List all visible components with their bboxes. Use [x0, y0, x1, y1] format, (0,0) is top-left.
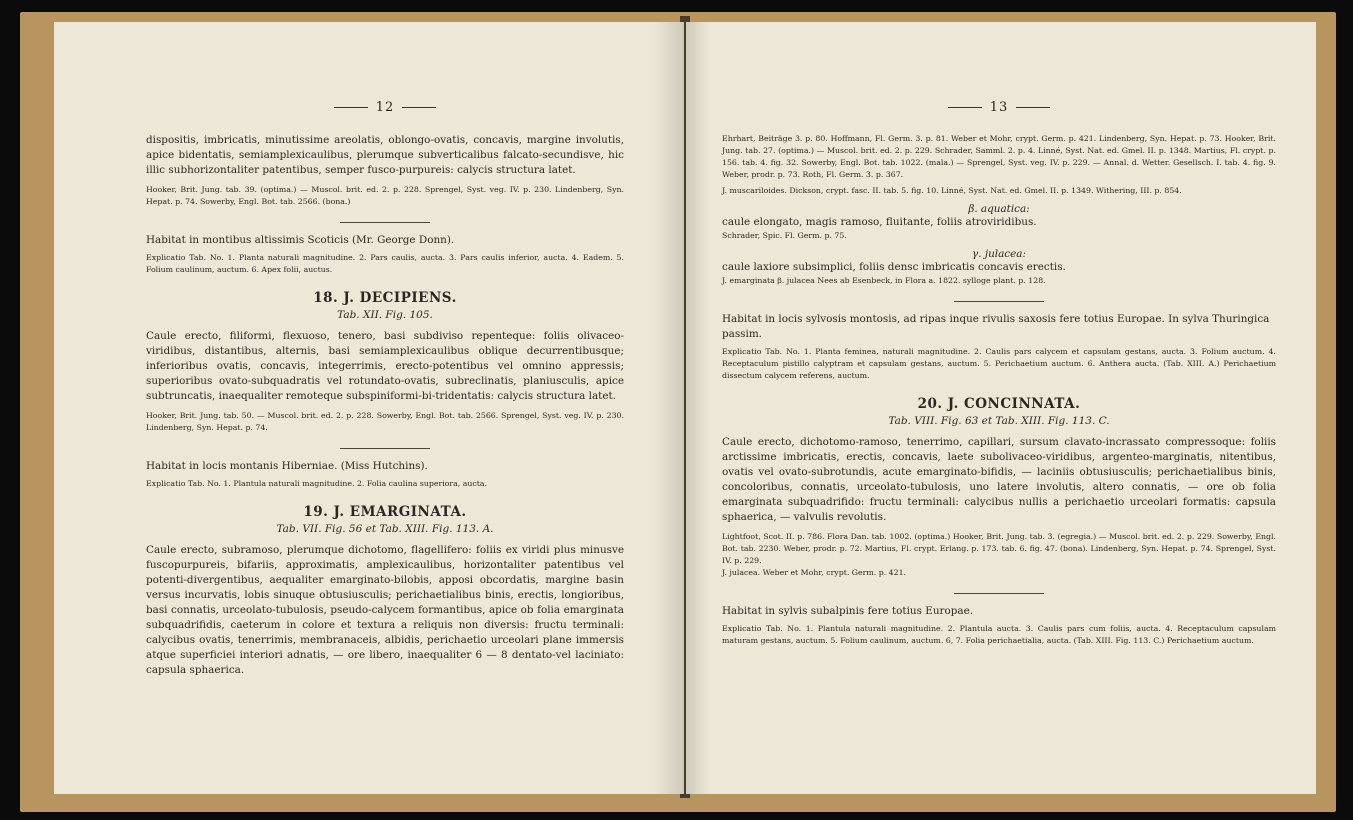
explicatio-text: Explicatio Tab. No. 1. Plantula naturali magnitudine. 2. Folia caulina superiora, aucta.: [146, 479, 488, 488]
separator-rule: [954, 593, 1044, 594]
species-plate-ref: Tab. XII. Fig. 105.: [337, 309, 433, 321]
explicatio-text: Explicatio Tab. No. 1. Planta naturali magnitudine. 2. Pars caulis, aucta. 3. Pars caulis inferior, aucta. 4. Eadem. 5. Folium caulinum, auctum. 6. Apex folii, auctus.: [146, 253, 624, 274]
variety-heading: β. aquatica:: [968, 203, 1030, 215]
habitat-text: Habitat in montibus altissimis Scoticis (Mr. George Donn).: [146, 234, 455, 246]
species-heading: 20. J. CONCINNATA.: [917, 396, 1081, 412]
right-page-content: [722, 100, 1276, 647]
page-number-text: 12: [375, 100, 395, 115]
species-plate-ref: Tab. VIII. Fig. 63 et Tab. XIII. Fig. 113. C.: [888, 415, 1110, 427]
variety-reference: Schrader, Spic. Fl. Germ. p. 75.: [722, 231, 847, 240]
species-plate-ref: Tab. VII. Fig. 56 et Tab. XIII. Fig. 113. A.: [276, 523, 494, 535]
reference-list: Lightfoot, Scot. II. p. 786. Flora Dan. tab. 1002. (optima.) Hooker, Brit. Jung. tab. 3. (egregia.) — Muscol. brit. ed. 2. p. 229. Sowerby, Engl. Bot. tab. 2230. Weber, prodr. p. 72. Martius, Fl. crypt. Erlang. p. 173. tab. 6. fig. 47. (bona). Lindenberg, Syn. Hepat. p. 74. Sprengel, Syst. IV. p. 229.: [722, 532, 1276, 565]
species-heading: 18. J. DECIPIENS.: [313, 290, 457, 306]
variety-description: caule laxiore subsimplici, foliis densc imbricatis concavis erectis.: [722, 261, 1066, 273]
paragraph-continued: dispositis, imbricatis, minutissime areolatis, oblongo-ovatis, concavis, margine involutis, apice bidentatis, semiamplexicaulibus, plerumque subverticalibus falcato-secundisve, hic illic subhorizontaliter patentibus, semper fusco-purpureis: calycis structura latet.: [146, 134, 624, 176]
habitat-text: Habitat in locis montanis Hiberniae. (Miss Hutchins).: [146, 460, 428, 472]
habitat-text: Habitat in locis sylvosis montosis, ad ripas inque rivulis saxosis fere totius Europae. In sylva Thuringica passim.: [722, 313, 1270, 340]
explicatio-text: Explicatio Tab. No. 1. Planta feminea, naturali magnitudine. 2. Caulis pars calycem et capsulam gestans, aucta. 3. Folium auctum. 4. Receptaculum pistillo calyptram et capsulam gestans, auctum. 5. Perichaetium auctum. 6. Anthera aucta. (Tab. XIII. A.) Perichaetium dissectum calycem referens, auctum.: [722, 347, 1276, 380]
reference-list: Hooker, Brit. Jung. tab. 39. (optima.) — Muscol. brit. ed. 2. p. 228. Sprengel, Syst. veg. IV. p. 230. Lindenberg, Syn. Hepat. p. 74. Sowerby, Engl. Bot. tab. 2566. (bona.): [146, 185, 624, 206]
explicatio-text: Explicatio Tab. No. 1. Plantula naturali magnitudine. 2. Plantula aucta. 3. Caulis pars cum foliis, aucta. 4. Receptaculum capsulam maturam gestans, auctum. 5. Folium caulinum, auctum. 6, 7. Folia perichaetialia, aucta. (Tab. XIII. Fig. 113. C.) Perichaetium auctum.: [722, 624, 1276, 645]
page-number-text: 13: [989, 100, 1009, 115]
page-number-right: [722, 100, 1276, 115]
page-number-left: [146, 100, 624, 115]
species-description: Caule erecto, subramoso, plerumque dichotomo, flagellifero: foliis ex viridi plus minusve fuscopurpureis, bifariis, approximatis, amplexicaulibus, horizontaliter patentibus vel potenti-divergentibus, aequaliter emarginato-bilobis, apposi obcordatis, margine basin versus incurvatis, lobis sinuque obtusiusculis; perichaetialibus binis, erectis, longioribus, basi connatis, urceolato-tubulosis, pseudo-calycem formantibus, apice ob folia emarginata subquadrifidis, caeterum in colore et textura a reliquis non diversis: fructu terminali: calycibus ovatis, tenerrimis, membranaceis, albidis, perichaetio urceolari plane immersis atque superficiei interiori adnatis, — ore libero, inaequaliter 6 — 8 dentato-vel laciniato: capsula sphaerica.: [146, 544, 624, 676]
variety-description: caule elongato, magis ramoso, fluitante, foliis atroviridibus.: [722, 216, 1037, 228]
left-page: [54, 22, 684, 794]
species-description: Caule erecto, dichotomo-ramoso, tenerrimo, capillari, sursum clavato-incrassato compressoque: foliis arctissime imbricatis, erectis, concavis, laete subolivaceo-viridibus, argenteo-marginatis, nitentibus, ovatis vel ovato-subrotundis, acute emarginato-bifidis, — laciniis obtusiusculis; perichaetialibus binis, concoloribus, connatis, urceolato-tubulosis, uno latere involutis, altero connatis, — ore ob folia emarginata subquadrifido: fructu terminali: calycibus nullis a perichaetio urceolari formatis: capsula sphaerica, — valvulis revolutis.: [722, 436, 1276, 523]
species-description: Caule erecto, filiformi, flexuoso, tenero, basi subdiviso repenteque: foliis olivaceo-viridibus, distantibus, alternis, basi semiamplexicaulibus oblique decurrentibusque; inferioribus ovatis, concavis, integerrimis, erecto-potentibus vel omnino appressis; superioribus ovato-subquadratis vel rotundato-ovatis, subreclinatis, planiusculis, apice subtruncatis, inaequaliter remoteque subspiniformi-bi-tridentatis: calycis structura latet.: [146, 330, 624, 402]
separator-rule: [340, 448, 430, 449]
right-page: [686, 22, 1316, 794]
left-page-content: [146, 100, 624, 678]
variety-reference: J. emarginata β. julacea Nees ab Esenbeck, in Flora a. 1822. sylloge plant. p. 128.: [722, 276, 1046, 285]
habitat-text: Habitat in sylvis subalpinis fere totius Europae.: [722, 605, 974, 617]
separator-rule: [340, 222, 430, 223]
species-heading: 19. J. EMARGINATA.: [303, 504, 467, 520]
separator-rule: [954, 301, 1044, 302]
variety-heading: γ. julacea:: [972, 248, 1026, 260]
reference-list: J. muscariloides. Dickson, crypt. fasc. II. tab. 5. fig. 10. Linné, Syst. Nat. ed. Gmel. II. p. 1349. Withering, III. p. 854.: [722, 186, 1182, 195]
reference-list: Hooker, Brit. Jung. tab. 50. — Muscol. brit. ed. 2. p. 228. Sowerby, Engl. Bot. tab. 2566. Sprengel, Syst. veg. IV. p. 230. Lindenberg, Syn. Hepat. p. 74.: [146, 411, 624, 432]
reference-list: Ehrhart, Beiträge 3. p. 80. Hoffmann, Fl. Germ. 3. p. 81. Weber et Mohr, crypt. Germ. p. 421. Lindenberg, Syn. Hepat. p. 73. Hooker, Brit. Jung. tab. 27. (optima.) — Muscol. brit. ed. 2. p. 229. Schrader, Samml. 2. p. 4. Linné, Syst. Nat. ed. Gmel. II. p. 1348. Martius, Fl. crypt. p. 156. tab. 4. fig. 32. Sowerby, Engl. Bot. tab. 1022. (mala.) — Sprengel, Syst. veg. IV. p. 229. — Annal. d. Wetter. Gesellsch. I. tab. 4. fig. 9. Weber, prodr. p. 73. Roth, Fl. Germ. 3. p. 367.: [722, 134, 1276, 179]
reference-list: J. julacea. Weber et Mohr, crypt. Germ. p. 421.: [722, 568, 907, 577]
